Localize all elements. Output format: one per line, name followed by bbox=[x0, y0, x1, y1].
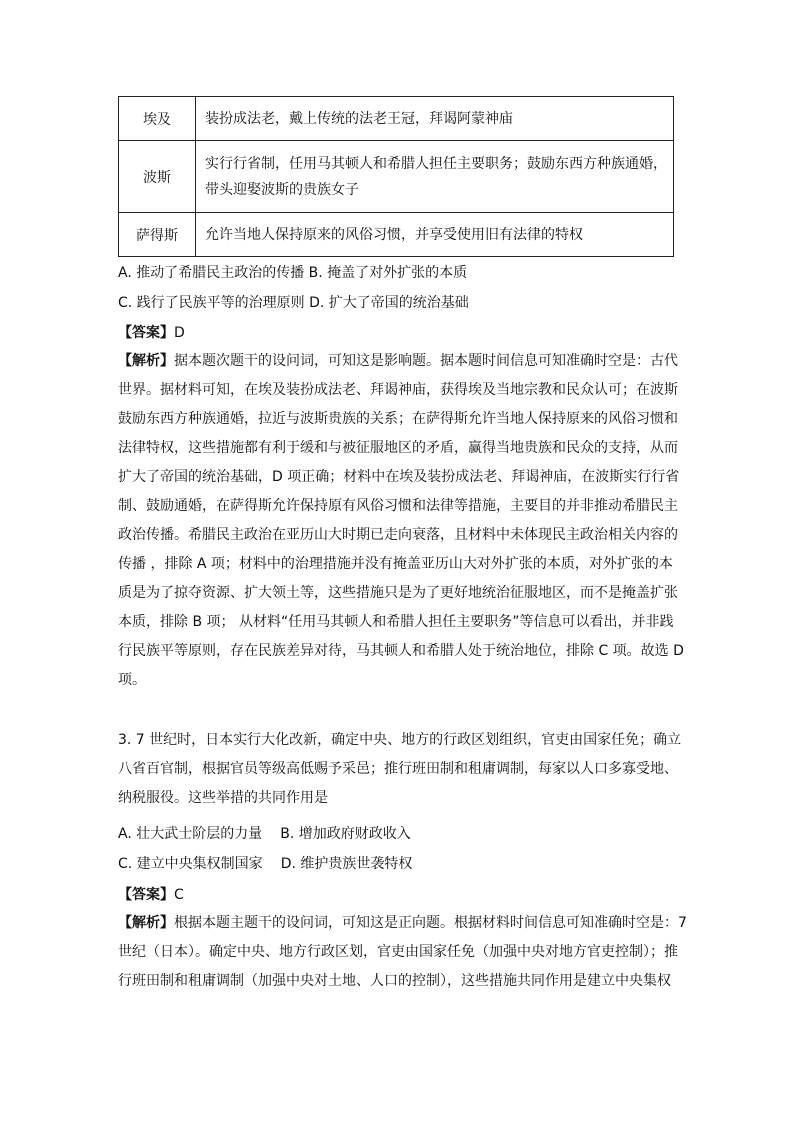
q3-analysis bbox=[118, 909, 687, 996]
analysis-line: 鼓励东西方种族通婚，拉近与波斯贵族的关系；在萨得斯允许当地人保持原来的风俗习惯和 bbox=[118, 411, 678, 427]
q3-stem bbox=[118, 726, 682, 813]
answer-label: 【答案】 bbox=[118, 325, 174, 341]
measure-cell bbox=[196, 213, 674, 257]
analysis-line: 世界。据材料可知，在埃及装扮成法老、拜谒神庙，获得埃及当地宗教和民众认可；在波斯 bbox=[118, 382, 678, 398]
analysis-line: 传播 ，排除 A 项；材料中的治理措施并没有掩盖亚历山大对外扩张的本质，对外扩张的本 bbox=[118, 556, 673, 572]
analysis-line: 扩大了帝国的统治基础，D 项正确；材料中在埃及装扮成法老、拜谒神庙，在波斯实行行省 bbox=[118, 469, 680, 485]
stem-line: 纳税服役。这些举措的共同作用是 bbox=[118, 790, 328, 806]
analysis-text: 根据本题主题干的设问词，可知这是正向题。根据材料时间信息可知准确时空是：7 bbox=[174, 915, 687, 931]
measure-text: 实行行省制，任用马其顿人和希腊人担任主要职务；鼓励东西方种族通婚， bbox=[205, 155, 667, 172]
q2-analysis bbox=[118, 347, 684, 695]
answer-value: D bbox=[174, 325, 185, 341]
analysis-line: 行班田制和租庸调制（加强中央对土地、人口的控制），这些措施共同作用是建立中央集权 bbox=[118, 973, 671, 989]
measure-cell bbox=[196, 141, 674, 213]
analysis-line: 项。 bbox=[118, 672, 146, 688]
analysis-text: 据本题次题干的设问词，可知这是影响题。据本题时间信息可知准确时空是：古代 bbox=[174, 353, 678, 369]
analysis-line: 行民族平等原则，存在民族差异对待，马其顿人和希腊人处于统治地位，排除 C 项。故选 D bbox=[118, 643, 684, 659]
q3-options-ab bbox=[118, 823, 411, 843]
region-cell: 埃及 bbox=[119, 97, 196, 141]
option-a: A. 壮大武士阶层的力量 bbox=[118, 826, 263, 842]
analysis-line: 本质，排除 B 项； 从材料“任用马其顿人和希腊人担任主要职务”等信息可以看出，并非践 bbox=[118, 614, 674, 630]
q2-options-ab: A. 推动了希腊民主政治的传播 B. 掩盖了对外扩张的本质 bbox=[118, 265, 468, 281]
table-row bbox=[119, 213, 674, 257]
analysis-line: 政治传播。希腊民主政治在亚历山大时期已走向衰落，且材料中未体现民主政治相关内容的 bbox=[118, 527, 678, 543]
region-cell: 波斯 bbox=[119, 141, 196, 213]
measure-text: 允许当地人保持原来的风俗习惯，并享受使用旧有法律的特权 bbox=[205, 226, 583, 243]
q3-options-cd bbox=[118, 853, 412, 873]
measure-text: 装扮成法老，戴上传统的法老王冠，拜谒阿蒙神庙 bbox=[205, 110, 513, 127]
analysis-line bbox=[118, 347, 678, 376]
stem-line: 八省百官制，根据官员等级高低赐予采邑；推行班田制和租庸调制，每家以人口多寡受地、 bbox=[118, 761, 678, 777]
analysis-label: 【解析】 bbox=[118, 915, 174, 931]
analysis-line: 质是为了掠夺资源、扩大领土等，这些措施只是为了更好地统治征服地区，而不是掩盖扩张 bbox=[118, 585, 678, 601]
measure-text: 带头迎娶波斯的贵族女子 bbox=[205, 181, 359, 198]
region-cell: 萨得斯 bbox=[119, 213, 196, 257]
table-row bbox=[119, 97, 674, 141]
q3-answer bbox=[118, 884, 184, 904]
answer-label: 【答案】 bbox=[118, 887, 174, 903]
option-d: D. 维护贵族世袭特权 bbox=[280, 856, 413, 872]
measure-cell bbox=[196, 97, 674, 141]
analysis-line: 世纪（日本）。确定中央、地方行政区划，官吏由国家任免（加强中央对地方官吏控制）；推 bbox=[118, 944, 678, 960]
stem-line: 3. 7 世纪时，日本实行大化改新，确定中央、地方的行政区划组织，官吏由国家任免；确立 bbox=[118, 732, 682, 748]
table-row bbox=[119, 141, 674, 213]
analysis-label: 【解析】 bbox=[118, 353, 174, 369]
analysis-line: 制、鼓励通婚，在萨得斯允许保持原有风俗习惯和法律等措施，主要目的并非推动希腊民主 bbox=[118, 498, 678, 514]
option-b: B. 增加政府财政收入 bbox=[280, 826, 411, 842]
q2-options-cd: C. 践行了民族平等的治理原则 D. 扩大了帝国的统治基础 bbox=[118, 295, 469, 311]
answer-value: C bbox=[174, 887, 184, 903]
analysis-line: 法律特权，这些措施都有利于缓和与被征服地区的矛盾，赢得当地贵族和民众的支持，从而 bbox=[118, 440, 678, 456]
material-table bbox=[118, 96, 674, 257]
q2-answer bbox=[118, 322, 185, 342]
option-c: C. 建立中央集权制国家 bbox=[118, 856, 263, 872]
analysis-line bbox=[118, 909, 687, 938]
